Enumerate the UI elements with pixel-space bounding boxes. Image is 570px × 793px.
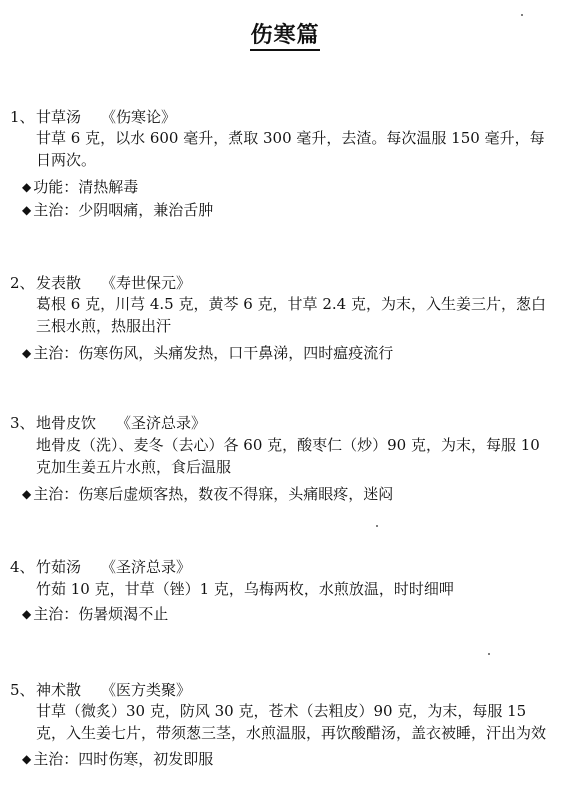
recipe-source: 《伤寒论》 <box>101 108 177 126</box>
recipe-number: 3、 <box>10 414 35 432</box>
page-title-text: 伤寒篇 <box>250 23 319 51</box>
recipe-name: 发表散 <box>36 274 82 292</box>
diamond-bullet-icon: ◆ <box>22 752 32 766</box>
recipe-body: 地骨皮（洗）、麦冬（去心）各 60 克，酸枣仁（炒）90 克，为末，每服 10 克加生姜五片水煎，食后温服 <box>36 436 540 476</box>
recipe-source: 《医方类聚》 <box>101 681 192 699</box>
recipe-indication-line <box>22 603 168 624</box>
recipe-heading <box>10 679 191 700</box>
recipe-indication-text: 主治：伤暑烦渴不止 <box>33 605 169 623</box>
recipe-heading <box>10 556 191 577</box>
recipe-indication-text: 主治：伤寒后虚烦客热，数夜不得寐，头痛眼疼，迷闷 <box>33 485 394 503</box>
recipe-heading <box>10 412 206 433</box>
recipe-body: 葛根 6 克，川芎 4.5 克，黄芩 6 克，甘草 2.4 克，为末，入生姜三片，葱白三根水煎，热服出汗 <box>36 295 546 335</box>
recipe-number: 1、 <box>10 108 35 126</box>
recipe-source: 《圣济总录》 <box>101 558 192 576</box>
recipe-name: 神术散 <box>36 681 82 699</box>
recipe-indication-text: 主治：伤寒伤风，头痛发热，口干鼻涕，四时瘟疫流行 <box>33 344 394 362</box>
recipe-body: 甘草（微炙）30 克，防风 30 克，苍术（去粗皮）90 克，为末，每服 15 克，入生姜七片，带须葱三茎，水煎温服，再饮酸醋汤，盖衣被睡，汗出为效 <box>36 702 547 742</box>
recipe-body: 竹茹 10 克，甘草（锉）1 克，乌梅两枚，水煎放温，时时细呷 <box>36 580 454 598</box>
diamond-bullet-icon: ◆ <box>22 180 32 194</box>
recipe-number: 2、 <box>10 274 35 292</box>
recipe-heading <box>10 272 191 293</box>
scan-speck <box>376 525 378 527</box>
scan-speck <box>488 653 490 655</box>
scan-speck <box>521 14 523 16</box>
recipe-number: 4、 <box>10 558 35 576</box>
recipe-function-line <box>22 176 138 197</box>
page-title <box>0 18 570 49</box>
recipe-indication-text: 主治：少阴咽痛，兼治舌肿 <box>33 201 214 219</box>
recipe-source: 《寿世保元》 <box>101 274 192 292</box>
diamond-bullet-icon: ◆ <box>22 203 32 217</box>
diamond-bullet-icon: ◆ <box>22 607 32 621</box>
recipe-body: 甘草 6 克，以水 600 毫升，煮取 300 毫升，去渣。每次温服 150 毫升，每日两次。 <box>36 129 545 169</box>
recipe-name: 竹茹汤 <box>36 558 82 576</box>
recipe-indication-text: 主治：四时伤寒，初发即服 <box>33 750 214 768</box>
recipe-indication-line <box>22 342 393 363</box>
recipe-name: 甘草汤 <box>36 108 82 126</box>
recipe-function-text: 功能：清热解毒 <box>33 178 139 196</box>
recipe-heading <box>10 106 176 127</box>
diamond-bullet-icon: ◆ <box>22 346 32 360</box>
recipe-name: 地骨皮饮 <box>36 414 97 432</box>
recipe-indication-line <box>22 483 393 504</box>
recipe-indication-line <box>22 199 213 220</box>
diamond-bullet-icon: ◆ <box>22 487 32 501</box>
recipe-number: 5、 <box>10 681 35 699</box>
recipe-source: 《圣济总录》 <box>116 414 207 432</box>
recipe-indication-line <box>22 748 213 769</box>
